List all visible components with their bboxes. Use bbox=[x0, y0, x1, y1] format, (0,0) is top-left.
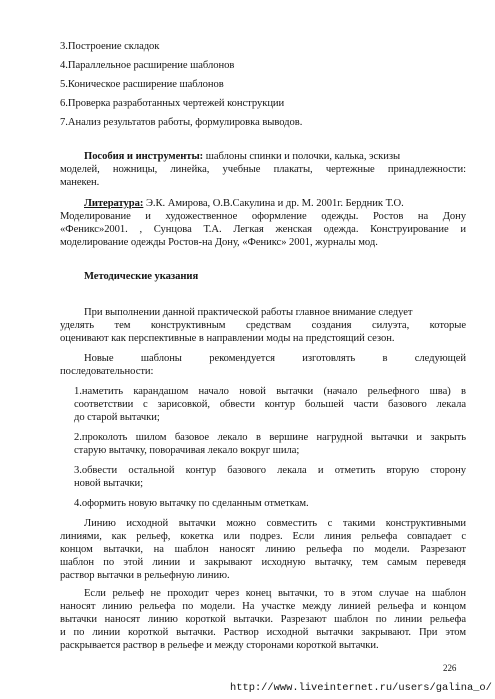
tools-line-3: манекен. bbox=[60, 177, 100, 188]
watermark-url: http://www.liveinternet.ru/users/galina_o/ bbox=[230, 682, 492, 694]
step-1-line-2: соответствии с зарисовкой, обвести контур большей части базового лекала bbox=[74, 399, 466, 410]
relief-line-1: Линию исходной вытачки можно совместить с такими конструктивными bbox=[84, 518, 466, 529]
intro-line-2: уделять тем конструктивным средствам создания силуэта, которые bbox=[60, 320, 466, 331]
literature-line-4: моделирование одежды Ростов-на Дону, «Феникс» 2001, журналы мод. bbox=[60, 237, 378, 248]
literature-line-3: «Феникс»2001. , Сунцова Т.А. Легкая женская одежда. Конструирование и bbox=[60, 224, 466, 235]
intro-line-1: При выполнении данной практической работы главное внимание следует bbox=[84, 307, 413, 318]
page-number: 226 bbox=[443, 663, 457, 673]
section-title: Методические указания bbox=[84, 271, 199, 282]
step-1-line-3: до старой вытачки; bbox=[74, 412, 160, 423]
recommend-line-1: Новые шаблоны рекомендуется изготовлять в следующей bbox=[84, 353, 466, 364]
step-1-line-1: 1.наметить карандашом начало новой вытачки (начало рельефного шва) в bbox=[74, 386, 466, 397]
intro-line-3: оценивают как перспективные в направлении моды на предстоящий сезон. bbox=[60, 333, 395, 344]
literature-label: Литература: bbox=[84, 198, 144, 209]
tools-line-1 bbox=[84, 150, 466, 163]
short-line-1: Если рельеф не проходит через конец вытачки, то в этом случае на шаблон bbox=[84, 588, 466, 599]
list-item: 6.Проверка разработанных чертежей конструкции bbox=[60, 98, 285, 109]
list-item: 7.Анализ результатов работы, формулировка выводов. bbox=[60, 117, 303, 128]
recommend-line-2: последовательности: bbox=[60, 366, 154, 377]
short-line-2: наносят линию рельефа по модели. На участке между линией рельефа и концом bbox=[60, 601, 466, 612]
relief-line-3: концом вытачки, на шаблон наносят линию рельефа по модели. Разрезают bbox=[60, 544, 466, 555]
relief-line-2: линиями, как рельеф, кокетка или подрез. Если линия рельефа совпадает с bbox=[60, 531, 466, 542]
literature-text: Э.К. Амирова, О.В.Сакулина и др. М. 2001г. Бердник Т.О. bbox=[143, 198, 404, 209]
step-3-line-2: новой вытачки; bbox=[74, 478, 144, 489]
list-item: 3.Построение складок bbox=[60, 41, 160, 52]
short-line-4: и по линии короткой вытачки. Раствор исходной вытачки закрывают. При этом bbox=[60, 627, 466, 638]
short-line-3: вытачки наносят линию короткой вытачки. Разрезают шаблон по линии рельефа bbox=[60, 614, 466, 625]
tools-label: Пособия и инструменты: bbox=[84, 151, 204, 162]
step-4-line-1: 4.оформить новую вытачку по сделанным отметкам. bbox=[74, 498, 309, 509]
list-item: 4.Параллельное расширение шаблонов bbox=[60, 60, 235, 71]
step-3-line-1: 3.обвести остальной контур базового лекала и отметить вторую сторону bbox=[74, 465, 466, 476]
tools-text: шаблоны спинки и полочки, калька, эскизы bbox=[203, 151, 401, 162]
list-item: 5.Коническое расширение шаблонов bbox=[60, 79, 224, 90]
relief-line-5: раствор вытачки в рельефную линию. bbox=[60, 570, 230, 581]
literature-line-1 bbox=[84, 197, 466, 210]
short-line-5: раскрывается раствор в рельефе и между сторонами короткой вытачки. bbox=[60, 640, 379, 651]
tools-line-2: моделей, ножницы, линейка, учебные плакаты, чертежные принадлежности: bbox=[60, 164, 466, 175]
step-2-line-1: 2.проколоть шилом базовое лекало в вершине нагрудной вытачки и закрыть bbox=[74, 432, 466, 443]
literature-line-2: Моделирование и художественное оформление одежды. Ростов на Дону bbox=[60, 211, 466, 222]
relief-line-4: шаблон по этой линии и закрывают исходную вытачку, тем самым переведя bbox=[60, 557, 466, 568]
step-2-line-2: старую вытачку, поворачивая лекало вокруг шила; bbox=[74, 445, 300, 456]
